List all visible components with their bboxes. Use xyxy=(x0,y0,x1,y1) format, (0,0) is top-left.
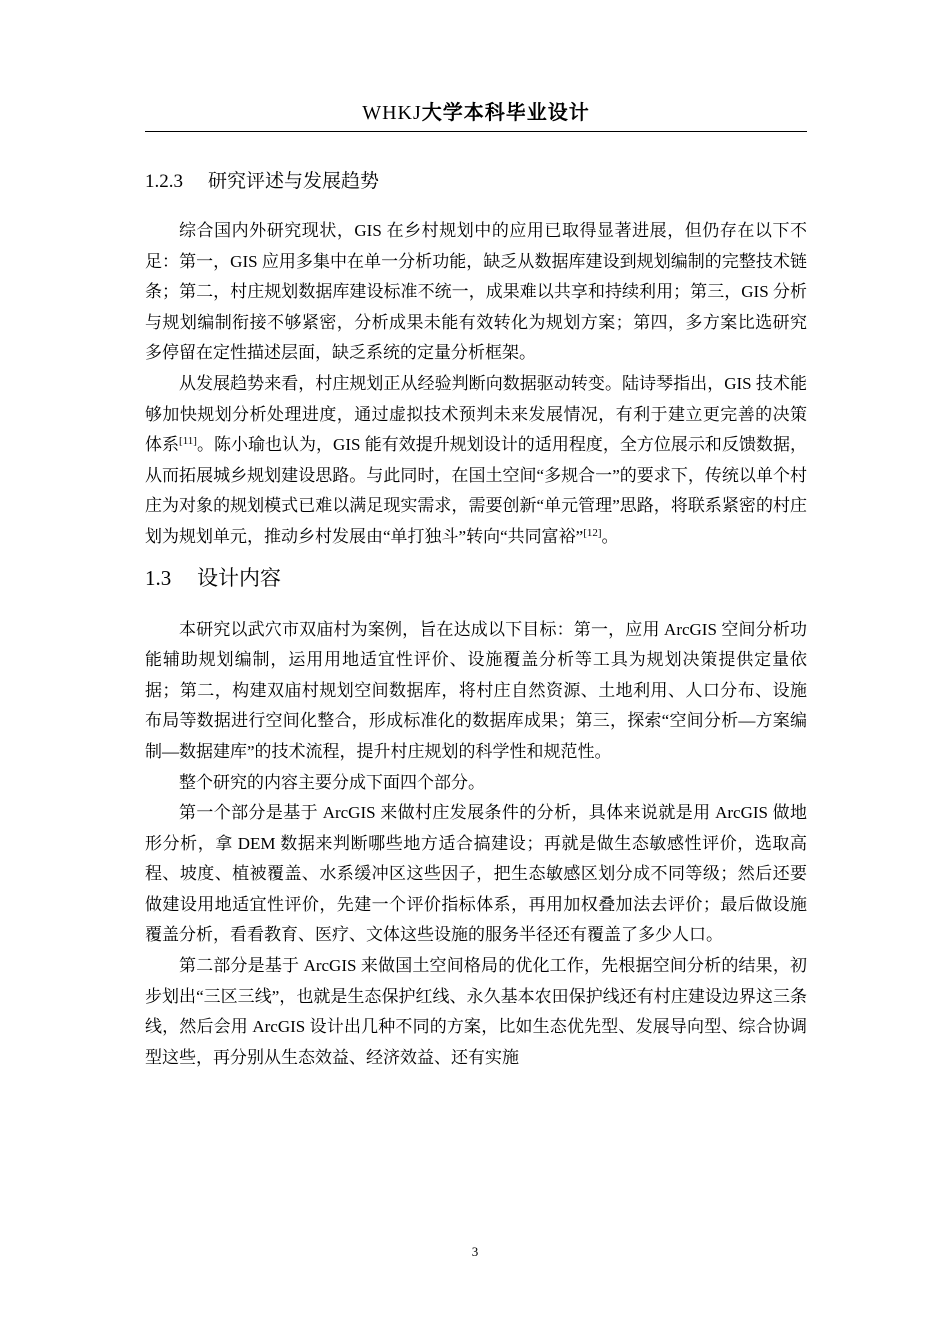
section-number: 1.3 xyxy=(145,565,172,590)
paragraph xyxy=(145,369,807,553)
paragraph-text: 。陈小瑜也认为，GIS 能有效提升规划设计的适用程度，全方位展示和反馈数据，从而拓展城乡规划建设思路。与此同时，在国土空间“多规合一”的要求下，传统以单个村庄为对象的规划模式已难以满足现实需求，需要创新“单元管理”思路，将联系紧密的村庄划为规划单元，推动乡村发展由“单打独斗”转向“共同富裕” xyxy=(145,435,807,546)
paragraph: 第一个部分是基于 ArcGIS 来做村庄发展条件的分析，具体来说就是用 ArcGIS 做地形分析，拿 DEM 数据来判断哪些地方适合搞建设；再就是做生态敏感性评价，选取高程、坡度、植被覆盖、水系缓冲区这些因子，把生态敏感区划分成不同等级；然后还要做建设用地适宜性评价，先建一个评价指标体系，再用加权叠加法去评价；最后做设施覆盖分析，看看教育、医疗、文体这些设施的服务半径还有覆盖了多少人口。 xyxy=(145,803,807,945)
header-latin: WHKJ xyxy=(362,102,422,124)
paragraph-text: 从发展趋势来看，村庄规划正从经验判断向数据驱动转变。陆诗琴指出，GIS 技术能够加快规划分析处理进度，通过虚拟技术预判未来发展情况，有利于建立更完善的决策体系 xyxy=(145,373,807,455)
section-title: 设计内容 xyxy=(197,565,281,590)
citation-ref: [12] xyxy=(583,526,602,539)
page-number: 3 xyxy=(471,1244,479,1259)
paragraph: 本研究以武穴市双庙村为案例，旨在达成以下目标：第一，应用 ArcGIS 空间分析功能辅助规划编制，运用用地适宜性评价、设施覆盖分析等工具为规划决策提供定量依据；第二，构建双庙村规划空间数据库，将村庄自然资源、土地利用、人口分布、设施布局等数据进行空间化整合，形成标准化的数据库成果；第三，探索“空间分析—方案编制—数据建库”的技术流程，提升村庄规划的科学性和规范性。 xyxy=(145,619,807,761)
section-heading-1-3 xyxy=(145,561,807,595)
paragraph: 综合国内外研究现状，GIS 在乡村规划中的应用已取得显著进展，但仍存在以下不足：第一，GIS 应用多集中在单一分析功能，缺乏从数据库建设到规划编制的完整技术链条；第二，村庄规划数据库建设标准不统一，成果难以共享和持续利用；第三，GIS 分析与规划编制衔接不够紧密，分析成果未能有效转化为规划方案；第四，多方案比选研究多停留在定性描述层面，缺乏系统的定量分析框架。 xyxy=(145,221,807,363)
section-title: 研究评述与发展趋势 xyxy=(208,170,380,192)
paragraph: 整个研究的内容主要分成下面四个部分。 xyxy=(179,772,485,792)
header-title: 大学本科毕业设计 xyxy=(421,100,590,124)
paragraph: 第二部分是基于 ArcGIS 来做国土空间格局的优化工作，先根据空间分析的结果，初步划出“三区三线”，也就是生态保护红线、永久基本农田保护线还有村庄建设边界这三条线，然后会用 ArcGIS 设计出几种不同的方案，比如生态优先型、发展导向型、综合协调型这些，再分别从生态效益、经济效益、还有实施 xyxy=(145,956,807,1067)
section-heading-1-2-3 xyxy=(145,166,807,196)
citation-ref: [11] xyxy=(179,435,197,448)
section-number: 1.2.3 xyxy=(145,171,183,192)
paragraph-text: 。 xyxy=(601,526,619,546)
page-header xyxy=(145,96,807,125)
page-content xyxy=(145,166,807,1073)
header-rule xyxy=(145,131,807,132)
